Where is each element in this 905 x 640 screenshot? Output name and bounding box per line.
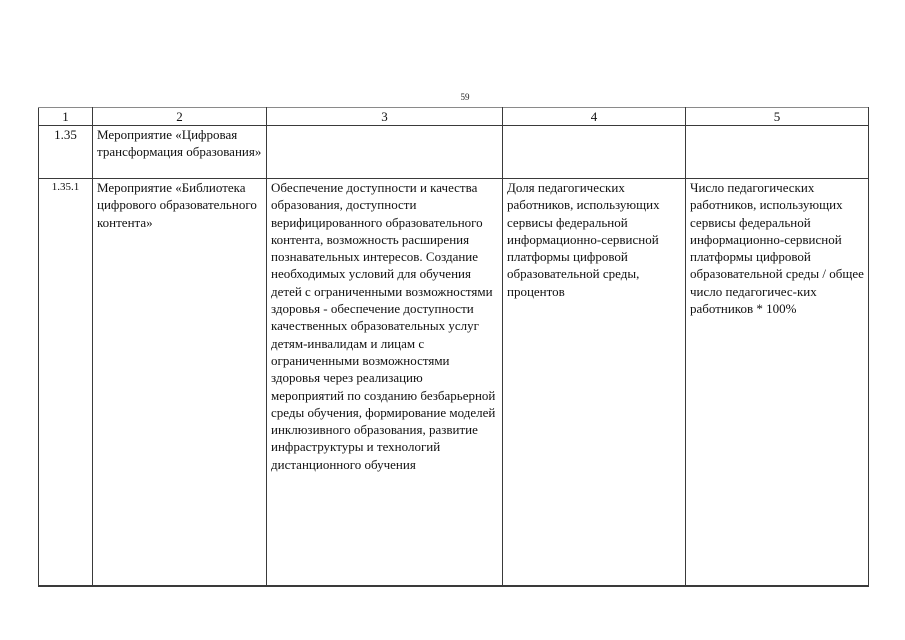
- indicator-cell: Доля педагогических работников, использующих сервисы федеральной информационно-сервисной платформы цифровой образовательной среды, процентов: [503, 179, 686, 587]
- indicator-cell: [503, 126, 686, 179]
- header-cell-4: 4: [503, 108, 686, 126]
- row-number-cell: 1.35.1: [39, 179, 93, 587]
- header-cell-3: 3: [267, 108, 503, 126]
- header-cell-2: 2: [93, 108, 267, 126]
- formula-cell: [686, 126, 869, 179]
- header-cell-5: 5: [686, 108, 869, 126]
- table-header-row: [39, 108, 869, 126]
- table-row: [39, 179, 869, 587]
- document-table: [38, 107, 869, 587]
- header-cell-1: 1: [39, 108, 93, 126]
- page-number: 59: [460, 92, 470, 102]
- description-cell: [267, 126, 503, 179]
- row-number-cell: 1.35: [39, 126, 93, 179]
- description-cell: Обеспечение доступности и качества образования, доступности верифицированного образовательного контента, возможность расширения познавательных интересов. Создание необходимых условий для обучения детей с ограниченными возможностями здоровья - обеспечение доступности качественных образовательных услуг детям-инвалидам и лицам с ограниченными возможностями здоровья через реализацию мероприятий по созданию безбарьерной среды обучения, формирование моделей инклюзивного образования, развитие инфраструктуры и технологий дистанционного обучения: [267, 179, 503, 587]
- formula-cell: Число педагогических работников, использующих сервисы федеральной информационно-сервисной платформы цифровой образовательной среды / общее число педагогичес-ких работников * 100%: [686, 179, 869, 587]
- event-name-cell: Мероприятие «Цифровая трансформация образования»: [93, 126, 267, 179]
- event-name-cell: Мероприятие «Библиотека цифрового образовательного контента»: [93, 179, 267, 587]
- table-row: [39, 126, 869, 179]
